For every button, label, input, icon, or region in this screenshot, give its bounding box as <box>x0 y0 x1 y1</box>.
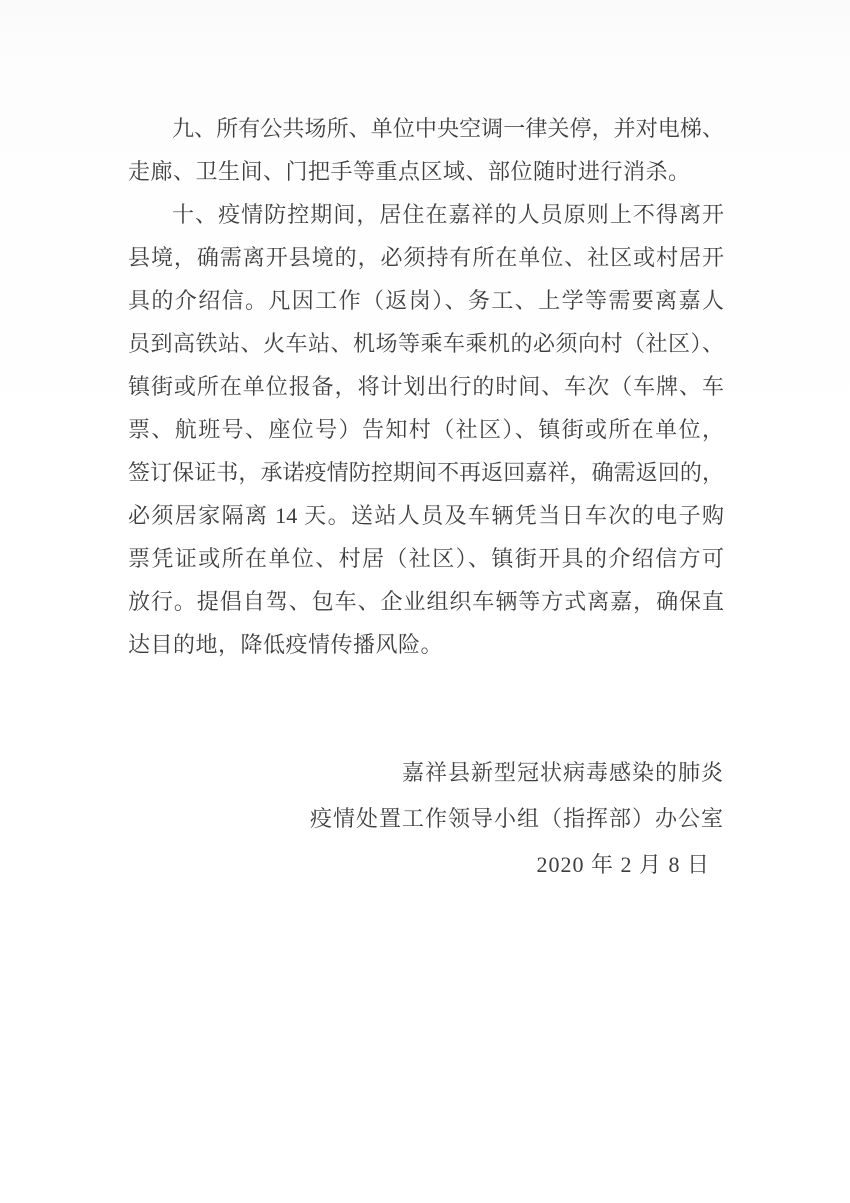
body-line: 走廊、卫生间、门把手等重点区域、部位随时进行消杀。 <box>128 159 691 184</box>
signature-block <box>128 750 724 888</box>
body-line: 必须居家隔离 14 天。送站人员及车辆凭当日车次的电子购 <box>128 503 724 528</box>
body-line: 十、疫情防控期间，居住在嘉祥的人员原则上不得离开 <box>172 202 724 227</box>
signature-date: 2020 年 2 月 8 日 <box>536 852 710 877</box>
body-line: 放行。提倡自驾、包车、企业组织车辆等方式离嘉，确保直 <box>128 589 724 614</box>
body-line: 签订保证书，承诺疫情防控期间不再返回嘉祥，确需返回的， <box>128 460 724 485</box>
body-line: 票、航班号、座位号）告知村（社区）、镇街或所在单位， <box>128 417 724 442</box>
signature-org-line: 嘉祥县新型冠状病毒感染的肺炎 <box>401 760 724 785</box>
body-line: 镇街或所在单位报备，将计划出行的时间、车次（车牌、车 <box>128 374 724 399</box>
body-line: 票凭证或所在单位、村居（社区）、镇街开具的介绍信方可 <box>128 546 724 571</box>
body-line: 县境，确需离开县境的，必须持有所在单位、社区或村居开 <box>128 245 724 270</box>
body-line: 具的介绍信。凡因工作（返岗）、务工、上学等需要离嘉人 <box>128 288 724 313</box>
body-line: 九、所有公共场所、单位中央空调一律关停，并对电梯、 <box>172 116 724 141</box>
document-body <box>128 107 724 666</box>
signature-org-line: 疫情处置工作领导小组（指挥部）办公室 <box>309 806 724 831</box>
paragraph-ten <box>128 193 724 666</box>
body-line: 员到高铁站、火车站、机场等乘车乘机的必须向村（社区）、 <box>128 331 724 356</box>
paragraph-nine <box>128 107 724 193</box>
body-line: 达目的地，降低疫情传播风险。 <box>128 632 444 657</box>
